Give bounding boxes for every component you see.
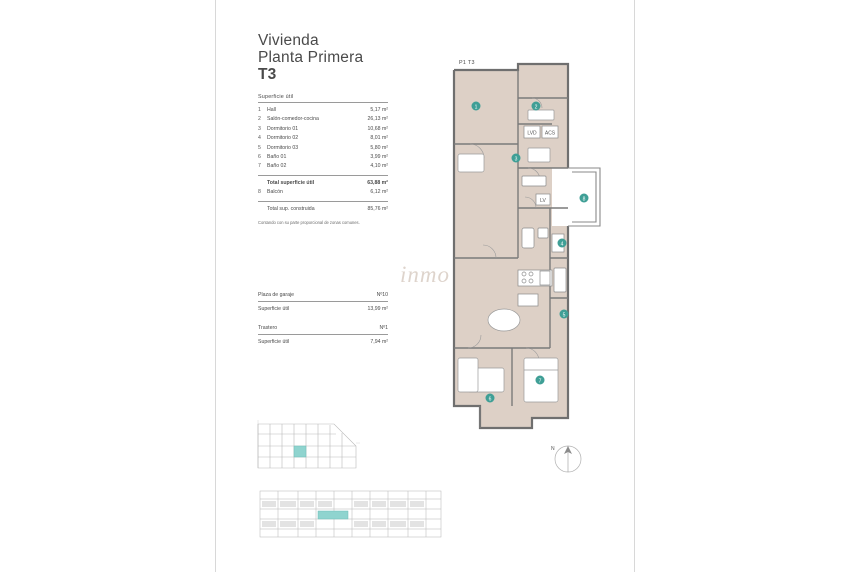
storage-surface-row <box>258 337 388 347</box>
total-value: 63,88 m² <box>367 179 388 186</box>
built-label: Total sup. construida <box>267 205 315 212</box>
svg-text:3: 3 <box>514 156 518 163</box>
row-name: Dormitorio 02 <box>267 135 299 142</box>
row-number: 4 <box>258 135 261 142</box>
garage-number: Nº10 <box>376 292 388 298</box>
svg-text:8: 8 <box>582 196 586 203</box>
row-number: 7 <box>258 163 261 170</box>
table-row <box>258 115 388 124</box>
room-marker-1 <box>472 102 481 111</box>
row-value: 8,01 m² <box>370 135 388 142</box>
row-number: 6 <box>258 154 261 161</box>
row-name: Salón-comedor-cocina <box>267 116 319 123</box>
room-marker-6 <box>486 394 495 403</box>
row-name: Dormitorio 01 <box>267 125 299 132</box>
svg-text:1: 1 <box>474 104 478 111</box>
row-value: 4,10 m² <box>370 163 388 170</box>
row-number: 1 <box>258 107 261 113</box>
title-line-3: T3 <box>258 66 277 83</box>
highlighted-unit-elevation <box>318 511 348 519</box>
room-marker-7 <box>536 376 545 385</box>
svg-text:LVD: LVD <box>527 130 537 137</box>
garage-surface-row <box>258 304 388 314</box>
table-row-balcony <box>258 188 388 197</box>
row-number: 5 <box>258 144 261 151</box>
storage-label: Trastero <box>258 325 278 331</box>
surface-note: Contando con su parte proporcional de zonas comunes. <box>258 220 360 226</box>
compass-label: N <box>551 446 555 452</box>
storage-surface-value: 7,94 m² <box>370 339 388 345</box>
table-row <box>258 125 388 134</box>
row-number: 2 <box>258 116 261 123</box>
row-name: Hall <box>267 107 276 113</box>
row-number: 8 <box>258 189 261 196</box>
svg-text:2: 2 <box>534 104 538 111</box>
svg-text:LV: LV <box>540 198 546 204</box>
room-marker-3 <box>512 154 521 163</box>
built-area-row <box>258 205 388 214</box>
table-row <box>258 144 388 153</box>
title-line-1: Vivienda <box>258 32 319 49</box>
garage-surface-label: Superficie útil <box>258 306 290 312</box>
row-name: Balcón <box>267 189 283 196</box>
storage-number: Nº1 <box>379 325 388 331</box>
row-name: Baño 02 <box>267 163 287 170</box>
svg-text:5: 5 <box>562 312 566 319</box>
elevation-diagram <box>258 487 443 542</box>
title-line-2: Planta Primera <box>258 49 364 66</box>
total-row <box>258 179 388 188</box>
row-name: Baño 01 <box>267 154 287 161</box>
garage-label: Plaza de garaje <box>258 292 295 298</box>
row-name: Dormitorio 03 <box>267 144 299 151</box>
svg-text:ACS: ACS <box>544 130 556 137</box>
built-value: 85,76 m² <box>367 205 388 212</box>
row-value: 5,80 m² <box>370 144 388 151</box>
storage-surface-label: Superficie útil <box>258 339 290 345</box>
total-label: Total superficie útil <box>267 179 315 186</box>
storage-row <box>258 323 388 333</box>
row-number: 3 <box>258 125 261 132</box>
row-value: 3,99 m² <box>370 154 388 161</box>
svg-text:4: 4 <box>560 241 564 248</box>
floor-plan <box>440 58 625 468</box>
room-marker-5 <box>560 310 569 319</box>
surface-table-header: Superficie útil <box>258 94 388 103</box>
surface-table <box>258 94 388 226</box>
divider <box>258 334 388 335</box>
extras-block <box>258 290 388 347</box>
row-value: 5,17 m² <box>370 107 388 113</box>
row-value: 6,12 m² <box>370 189 388 196</box>
highlighted-unit <box>294 446 306 457</box>
room-marker-2 <box>532 102 541 111</box>
plan-code-label: P1 T3 <box>459 60 475 66</box>
room-marker-4 <box>558 239 567 248</box>
room-marker-8 <box>580 194 589 203</box>
divider <box>258 301 388 302</box>
row-value: 26,13 m² <box>367 116 388 123</box>
table-row <box>258 153 388 162</box>
page-title <box>258 32 438 83</box>
table-row <box>258 106 388 115</box>
watermark: inmo <box>400 262 450 287</box>
table-row <box>258 162 388 171</box>
divider <box>258 201 388 202</box>
key-plan-diagram <box>256 416 361 476</box>
garage-row <box>258 290 388 300</box>
svg-text:7: 7 <box>538 378 542 385</box>
svg-text:6: 6 <box>488 396 492 403</box>
table-row <box>258 134 388 143</box>
divider <box>258 175 388 176</box>
garage-surface-value: 13,99 m² <box>367 306 388 312</box>
row-value: 10,68 m² <box>367 125 388 132</box>
